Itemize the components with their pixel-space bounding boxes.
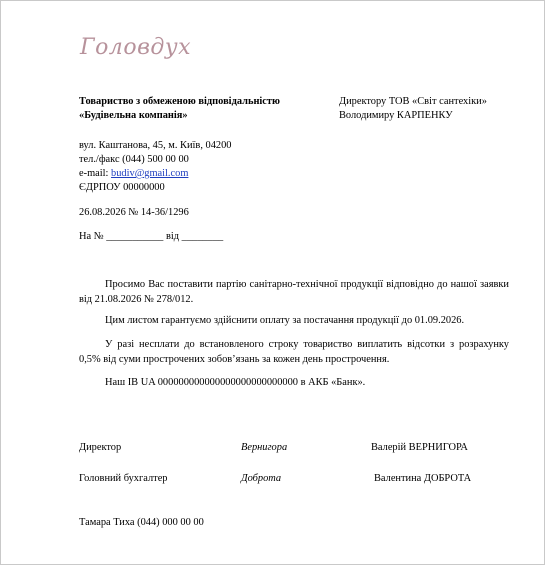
email-label: e-mail: [79,168,112,179]
signer-name-director: Валерій ВЕРНИГОРА [371,442,468,453]
body-paragraph-1: Просимо Вас поставити партію санітарно-технічної продукції відповідно до нашої заявки від 21.08.2026 № 278/012. [79,279,509,305]
body-paragraph-4: Наш IB UA 000000000000000000000000000 в АКБ «Банк». [105,377,366,388]
recipient-line1: Директору ТОВ «Світ сантехіки» [339,96,487,107]
sender-edrpou: ЄДРПОУ 00000000 [79,182,165,193]
body-paragraph-2: Цим листом гарантуємо здійснити оплату за постачання продукції до 01.09.2026. [105,315,465,326]
executor-contact: Тамара Тиха (044) 000 00 00 [79,517,204,528]
sender-address: вул. Каштанова, 45, м. Київ, 04200 [79,140,232,151]
signer-name-accountant: Валентина ДОБРОТА [374,473,472,484]
signature-director: Вернигора [241,442,288,453]
recipient-line2: Володимиру КАРПЕНКУ [339,110,453,121]
body-paragraph-3: У разі несплати до встановленого строку товариство виплатить відсотки з розрахунку 0,5% від суми прострочених зобов’язань за кожен день прострочення. [79,339,509,365]
signer-position-accountant: Головний бухгалтер [79,473,168,484]
signer-position-director: Директор [79,442,122,453]
email-link[interactable]: budiv@gmail.com [111,168,189,179]
sender-org-line1: Товариство з обмеженою відповідальністю [79,96,280,107]
sender-org-line2: «Будівельна компанія» [79,110,188,121]
company-logo: Головдух [80,35,191,60]
signature-accountant: Доброта [241,473,282,484]
sender-phone: тел./факс (044) 500 00 00 [79,154,189,165]
incoming-reference: На № ___________ від ________ [79,231,224,242]
outgoing-number: 26.08.2026 № 14-36/1296 [79,207,189,218]
sender-email-row [79,167,188,182]
